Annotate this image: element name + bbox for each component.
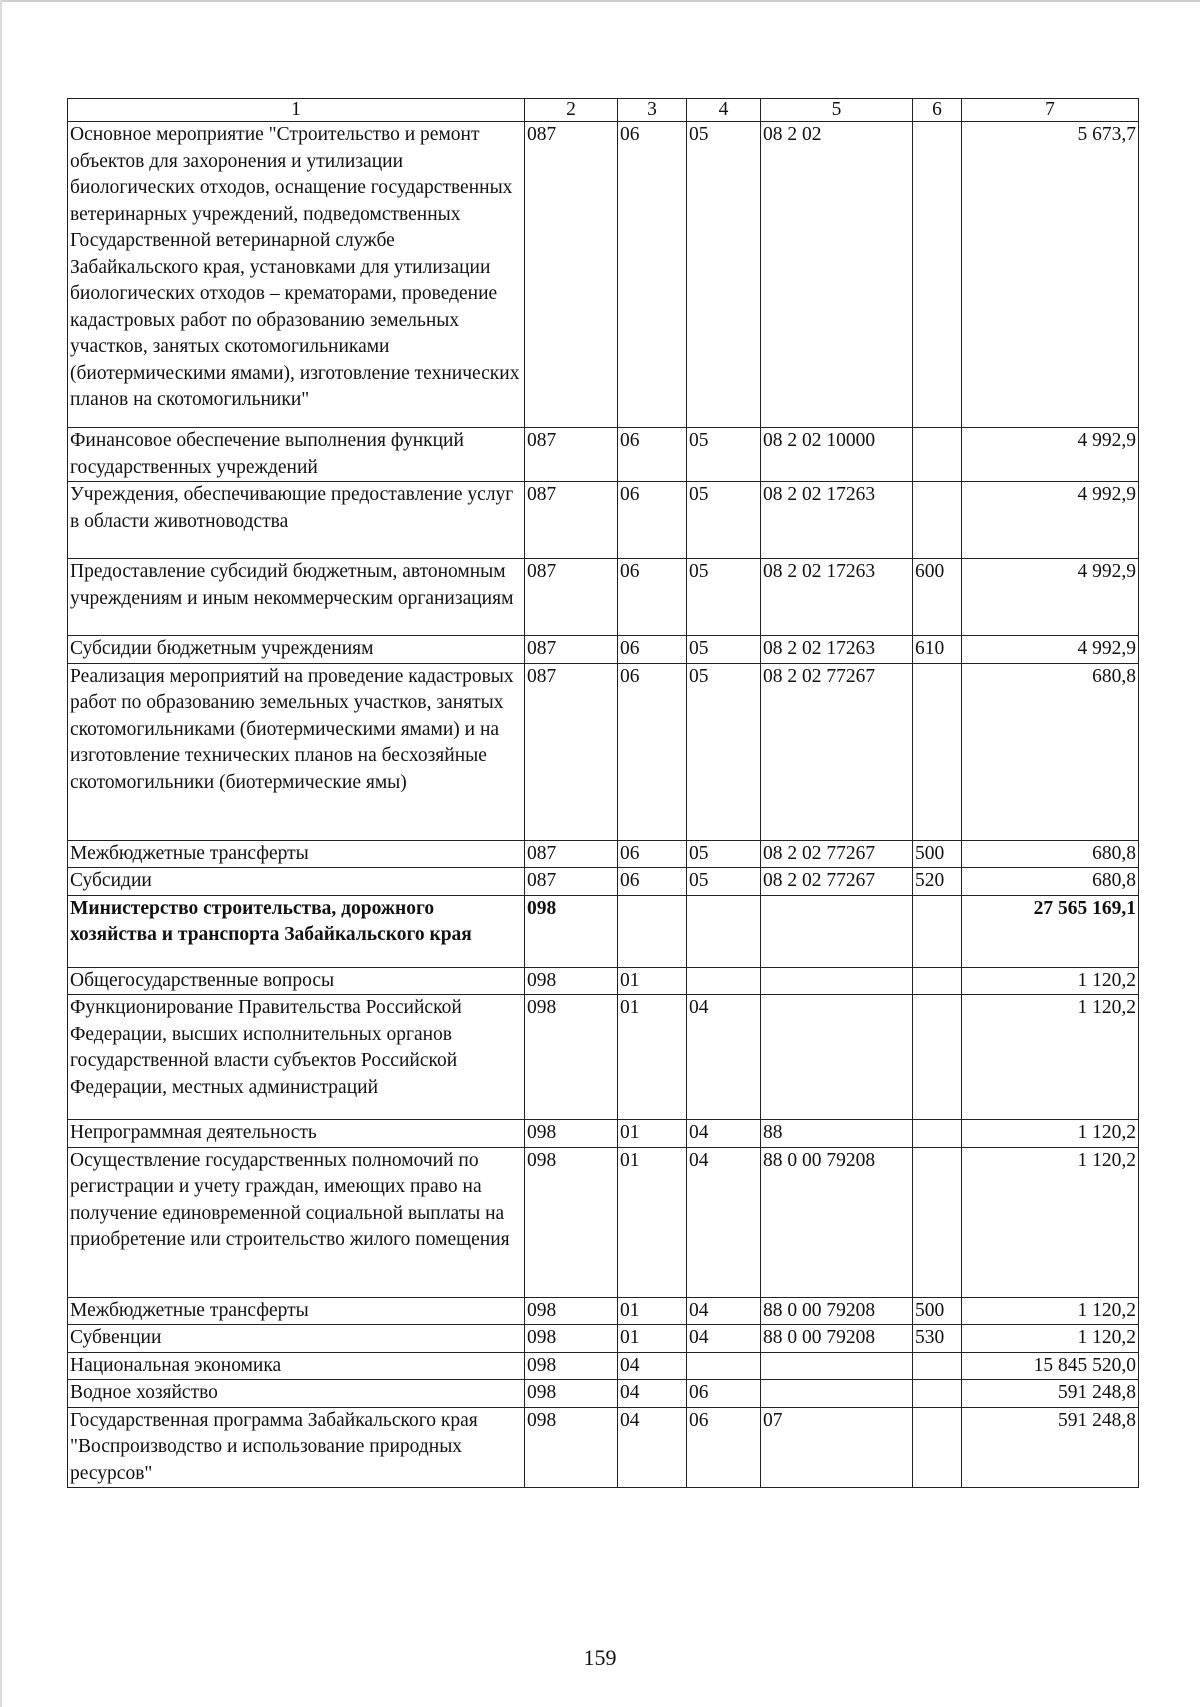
row-col2-cell: 087 <box>525 840 618 868</box>
column-header-1: 1 <box>68 99 525 122</box>
row-col5-cell: 08 2 02 17263 <box>761 482 913 559</box>
row-col6-cell: 500 <box>913 1297 962 1325</box>
column-header-4: 4 <box>687 99 761 122</box>
row-amount-cell: 1 120,2 <box>962 967 1139 995</box>
row-col5-cell <box>761 967 913 995</box>
row-name-cell: Государственная программа Забайкальского края "Воспроизводство и использование природных ресурсов" <box>68 1407 525 1488</box>
row-amount-cell: 591 248,8 <box>962 1407 1139 1488</box>
table-row <box>68 868 1139 896</box>
column-header-2: 2 <box>525 99 618 122</box>
row-col3-cell: 04 <box>618 1407 687 1488</box>
row-col3-cell: 01 <box>618 1297 687 1325</box>
row-col6-cell <box>913 895 962 967</box>
row-col2-cell: 087 <box>525 663 618 840</box>
row-amount-cell: 4 992,9 <box>962 559 1139 636</box>
table-row <box>68 428 1139 482</box>
row-amount-cell: 1 120,2 <box>962 1325 1139 1353</box>
row-amount-cell: 4 992,9 <box>962 636 1139 664</box>
row-name-cell: Осуществление государственных полномочий по регистрации и учету граждан, имеющих право на получение единовременной социальной выплаты на приобретение или строительство жилого помещения <box>68 1147 525 1297</box>
row-col5-cell <box>761 1380 913 1408</box>
row-col5-cell: 88 0 00 79208 <box>761 1297 913 1325</box>
row-col6-cell <box>913 967 962 995</box>
row-amount-cell: 4 992,9 <box>962 428 1139 482</box>
row-col3-cell: 06 <box>618 636 687 664</box>
row-col3-cell: 01 <box>618 1147 687 1297</box>
row-col5-cell: 08 2 02 17263 <box>761 559 913 636</box>
row-col5-cell <box>761 995 913 1120</box>
table-row <box>68 1120 1139 1148</box>
row-col2-cell: 098 <box>525 995 618 1120</box>
row-col3-cell: 01 <box>618 967 687 995</box>
row-col6-cell <box>913 122 962 428</box>
row-col5-cell: 08 2 02 77267 <box>761 868 913 896</box>
row-col4-cell: 04 <box>687 1325 761 1353</box>
row-amount-cell: 680,8 <box>962 840 1139 868</box>
row-col3-cell: 01 <box>618 1120 687 1148</box>
row-amount-cell: 15 845 520,0 <box>962 1352 1139 1380</box>
column-header-3: 3 <box>618 99 687 122</box>
row-col4-cell <box>687 895 761 967</box>
row-col6-cell <box>913 1407 962 1488</box>
table-row <box>68 1147 1139 1297</box>
row-col5-cell <box>761 895 913 967</box>
scan-left-edge <box>0 0 2 1707</box>
row-amount-cell: 680,8 <box>962 663 1139 840</box>
row-col4-cell: 05 <box>687 428 761 482</box>
header-row <box>68 99 1139 122</box>
row-col2-cell: 098 <box>525 1352 618 1380</box>
row-col4-cell: 05 <box>687 482 761 559</box>
column-header-5: 5 <box>761 99 913 122</box>
row-col5-cell: 08 2 02 <box>761 122 913 428</box>
table-row <box>68 967 1139 995</box>
row-col4-cell: 04 <box>687 1120 761 1148</box>
row-col4-cell: 06 <box>687 1407 761 1488</box>
row-amount-cell: 5 673,7 <box>962 122 1139 428</box>
row-col2-cell: 098 <box>525 1147 618 1297</box>
row-name-cell: Министерство строительства, дорожного хозяйства и транспорта Забайкальского края <box>68 895 525 967</box>
table-row <box>68 1380 1139 1408</box>
row-name-cell: Межбюджетные трансферты <box>68 1297 525 1325</box>
row-amount-cell: 591 248,8 <box>962 1380 1139 1408</box>
row-col3-cell: 06 <box>618 559 687 636</box>
table-row <box>68 840 1139 868</box>
row-col6-cell <box>913 1120 962 1148</box>
row-col4-cell: 05 <box>687 636 761 664</box>
row-col4-cell <box>687 967 761 995</box>
page-number: 159 <box>583 1645 617 1670</box>
row-name-cell: Субсидии <box>68 868 525 896</box>
table-row <box>68 663 1139 840</box>
row-name-cell: Водное хозяйство <box>68 1380 525 1408</box>
table-row <box>68 895 1139 967</box>
row-col2-cell: 087 <box>525 636 618 664</box>
row-col5-cell <box>761 1352 913 1380</box>
table-row <box>68 1325 1139 1353</box>
table-row <box>68 1297 1139 1325</box>
row-col2-cell: 087 <box>525 482 618 559</box>
row-col4-cell <box>687 1352 761 1380</box>
row-col3-cell: 04 <box>618 1352 687 1380</box>
table-row <box>68 559 1139 636</box>
row-col5-cell: 08 2 02 77267 <box>761 663 913 840</box>
row-col4-cell: 04 <box>687 1147 761 1297</box>
table-row <box>68 636 1139 664</box>
row-col2-cell: 098 <box>525 1407 618 1488</box>
row-name-cell: Основное мероприятие "Строительство и ремонт объектов для захоронения и утилизации биологических отходов, оснащение государственных ветеринарных учреждений, подведомственных Государственной ветеринарной службе Забайкальского края, установками для утилизации биологических отходов – крематорами, проведение кадастровых работ по образованию земельных участков, занятых скотомогильниками (биотермическими ямами), изготовление технических планов на скотомогильники" <box>68 122 525 428</box>
row-col4-cell: 04 <box>687 995 761 1120</box>
row-amount-cell: 4 992,9 <box>962 482 1139 559</box>
row-col4-cell: 05 <box>687 663 761 840</box>
row-col2-cell: 098 <box>525 967 618 995</box>
row-amount-cell: 1 120,2 <box>962 995 1139 1120</box>
table-row <box>68 482 1139 559</box>
row-col5-cell: 88 0 00 79208 <box>761 1147 913 1297</box>
row-col6-cell <box>913 482 962 559</box>
row-name-cell: Предоставление субсидий бюджетным, автономным учреждениям и иным некоммерческим организациям <box>68 559 525 636</box>
row-col2-cell: 087 <box>525 868 618 896</box>
row-amount-cell: 27 565 169,1 <box>962 895 1139 967</box>
row-col6-cell <box>913 428 962 482</box>
budget-table <box>67 98 1139 1488</box>
column-header-6: 6 <box>913 99 962 122</box>
table-header <box>68 99 1139 122</box>
scan-top-edge <box>0 0 1200 2</box>
row-col6-cell <box>913 995 962 1120</box>
row-col3-cell: 06 <box>618 663 687 840</box>
row-col5-cell: 07 <box>761 1407 913 1488</box>
row-amount-cell: 1 120,2 <box>962 1147 1139 1297</box>
row-name-cell: Реализация мероприятий на проведение кадастровых работ по образованию земельных участков, занятых скотомогильниками (биотермическими ямами) и на изготовление технических планов на бесхозяйные скотомогильники (биотермические ямы) <box>68 663 525 840</box>
row-name-cell: Субсидии бюджетным учреждениям <box>68 636 525 664</box>
row-name-cell: Финансовое обеспечение выполнения функций государственных учреждений <box>68 428 525 482</box>
row-name-cell: Функционирование Правительства Российской Федерации, высших исполнительных органов государственной власти субъектов Российской Федерации, местных администраций <box>68 995 525 1120</box>
row-name-cell: Межбюджетные трансферты <box>68 840 525 868</box>
row-col4-cell: 05 <box>687 122 761 428</box>
row-col3-cell: 06 <box>618 868 687 896</box>
row-col6-cell: 520 <box>913 868 962 896</box>
row-col3-cell: 01 <box>618 1325 687 1353</box>
table-row <box>68 1407 1139 1488</box>
row-col3-cell: 06 <box>618 428 687 482</box>
column-header-7: 7 <box>962 99 1139 122</box>
row-col3-cell: 06 <box>618 482 687 559</box>
row-col3-cell: 01 <box>618 995 687 1120</box>
row-col6-cell <box>913 1147 962 1297</box>
row-col5-cell: 08 2 02 77267 <box>761 840 913 868</box>
row-col2-cell: 098 <box>525 1297 618 1325</box>
row-col5-cell: 08 2 02 17263 <box>761 636 913 664</box>
row-col3-cell <box>618 895 687 967</box>
row-col3-cell: 06 <box>618 840 687 868</box>
row-amount-cell: 1 120,2 <box>962 1120 1139 1148</box>
row-col4-cell: 05 <box>687 868 761 896</box>
row-col2-cell: 098 <box>525 1380 618 1408</box>
row-col4-cell: 04 <box>687 1297 761 1325</box>
row-col6-cell <box>913 663 962 840</box>
row-col2-cell: 098 <box>525 895 618 967</box>
row-col2-cell: 087 <box>525 559 618 636</box>
table-row <box>68 1352 1139 1380</box>
row-name-cell: Общегосударственные вопросы <box>68 967 525 995</box>
row-col3-cell: 06 <box>618 122 687 428</box>
row-col5-cell: 88 0 00 79208 <box>761 1325 913 1353</box>
row-name-cell: Непрограммная деятельность <box>68 1120 525 1148</box>
row-col4-cell: 06 <box>687 1380 761 1408</box>
row-col6-cell: 600 <box>913 559 962 636</box>
row-col5-cell: 08 2 02 10000 <box>761 428 913 482</box>
row-col4-cell: 05 <box>687 559 761 636</box>
row-name-cell: Учреждения, обеспечивающие предоставление услуг в области животноводства <box>68 482 525 559</box>
table-body <box>68 122 1139 1488</box>
row-amount-cell: 680,8 <box>962 868 1139 896</box>
table-row <box>68 122 1139 428</box>
row-col6-cell: 610 <box>913 636 962 664</box>
row-col3-cell: 04 <box>618 1380 687 1408</box>
row-col6-cell: 500 <box>913 840 962 868</box>
row-col5-cell: 88 <box>761 1120 913 1148</box>
row-col2-cell: 087 <box>525 428 618 482</box>
table-row <box>68 995 1139 1120</box>
row-name-cell: Национальная экономика <box>68 1352 525 1380</box>
row-col6-cell: 530 <box>913 1325 962 1353</box>
row-col2-cell: 098 <box>525 1325 618 1353</box>
row-col6-cell <box>913 1380 962 1408</box>
row-name-cell: Субвенции <box>68 1325 525 1353</box>
row-col6-cell <box>913 1352 962 1380</box>
row-col4-cell: 05 <box>687 840 761 868</box>
row-col2-cell: 098 <box>525 1120 618 1148</box>
row-amount-cell: 1 120,2 <box>962 1297 1139 1325</box>
row-col2-cell: 087 <box>525 122 618 428</box>
